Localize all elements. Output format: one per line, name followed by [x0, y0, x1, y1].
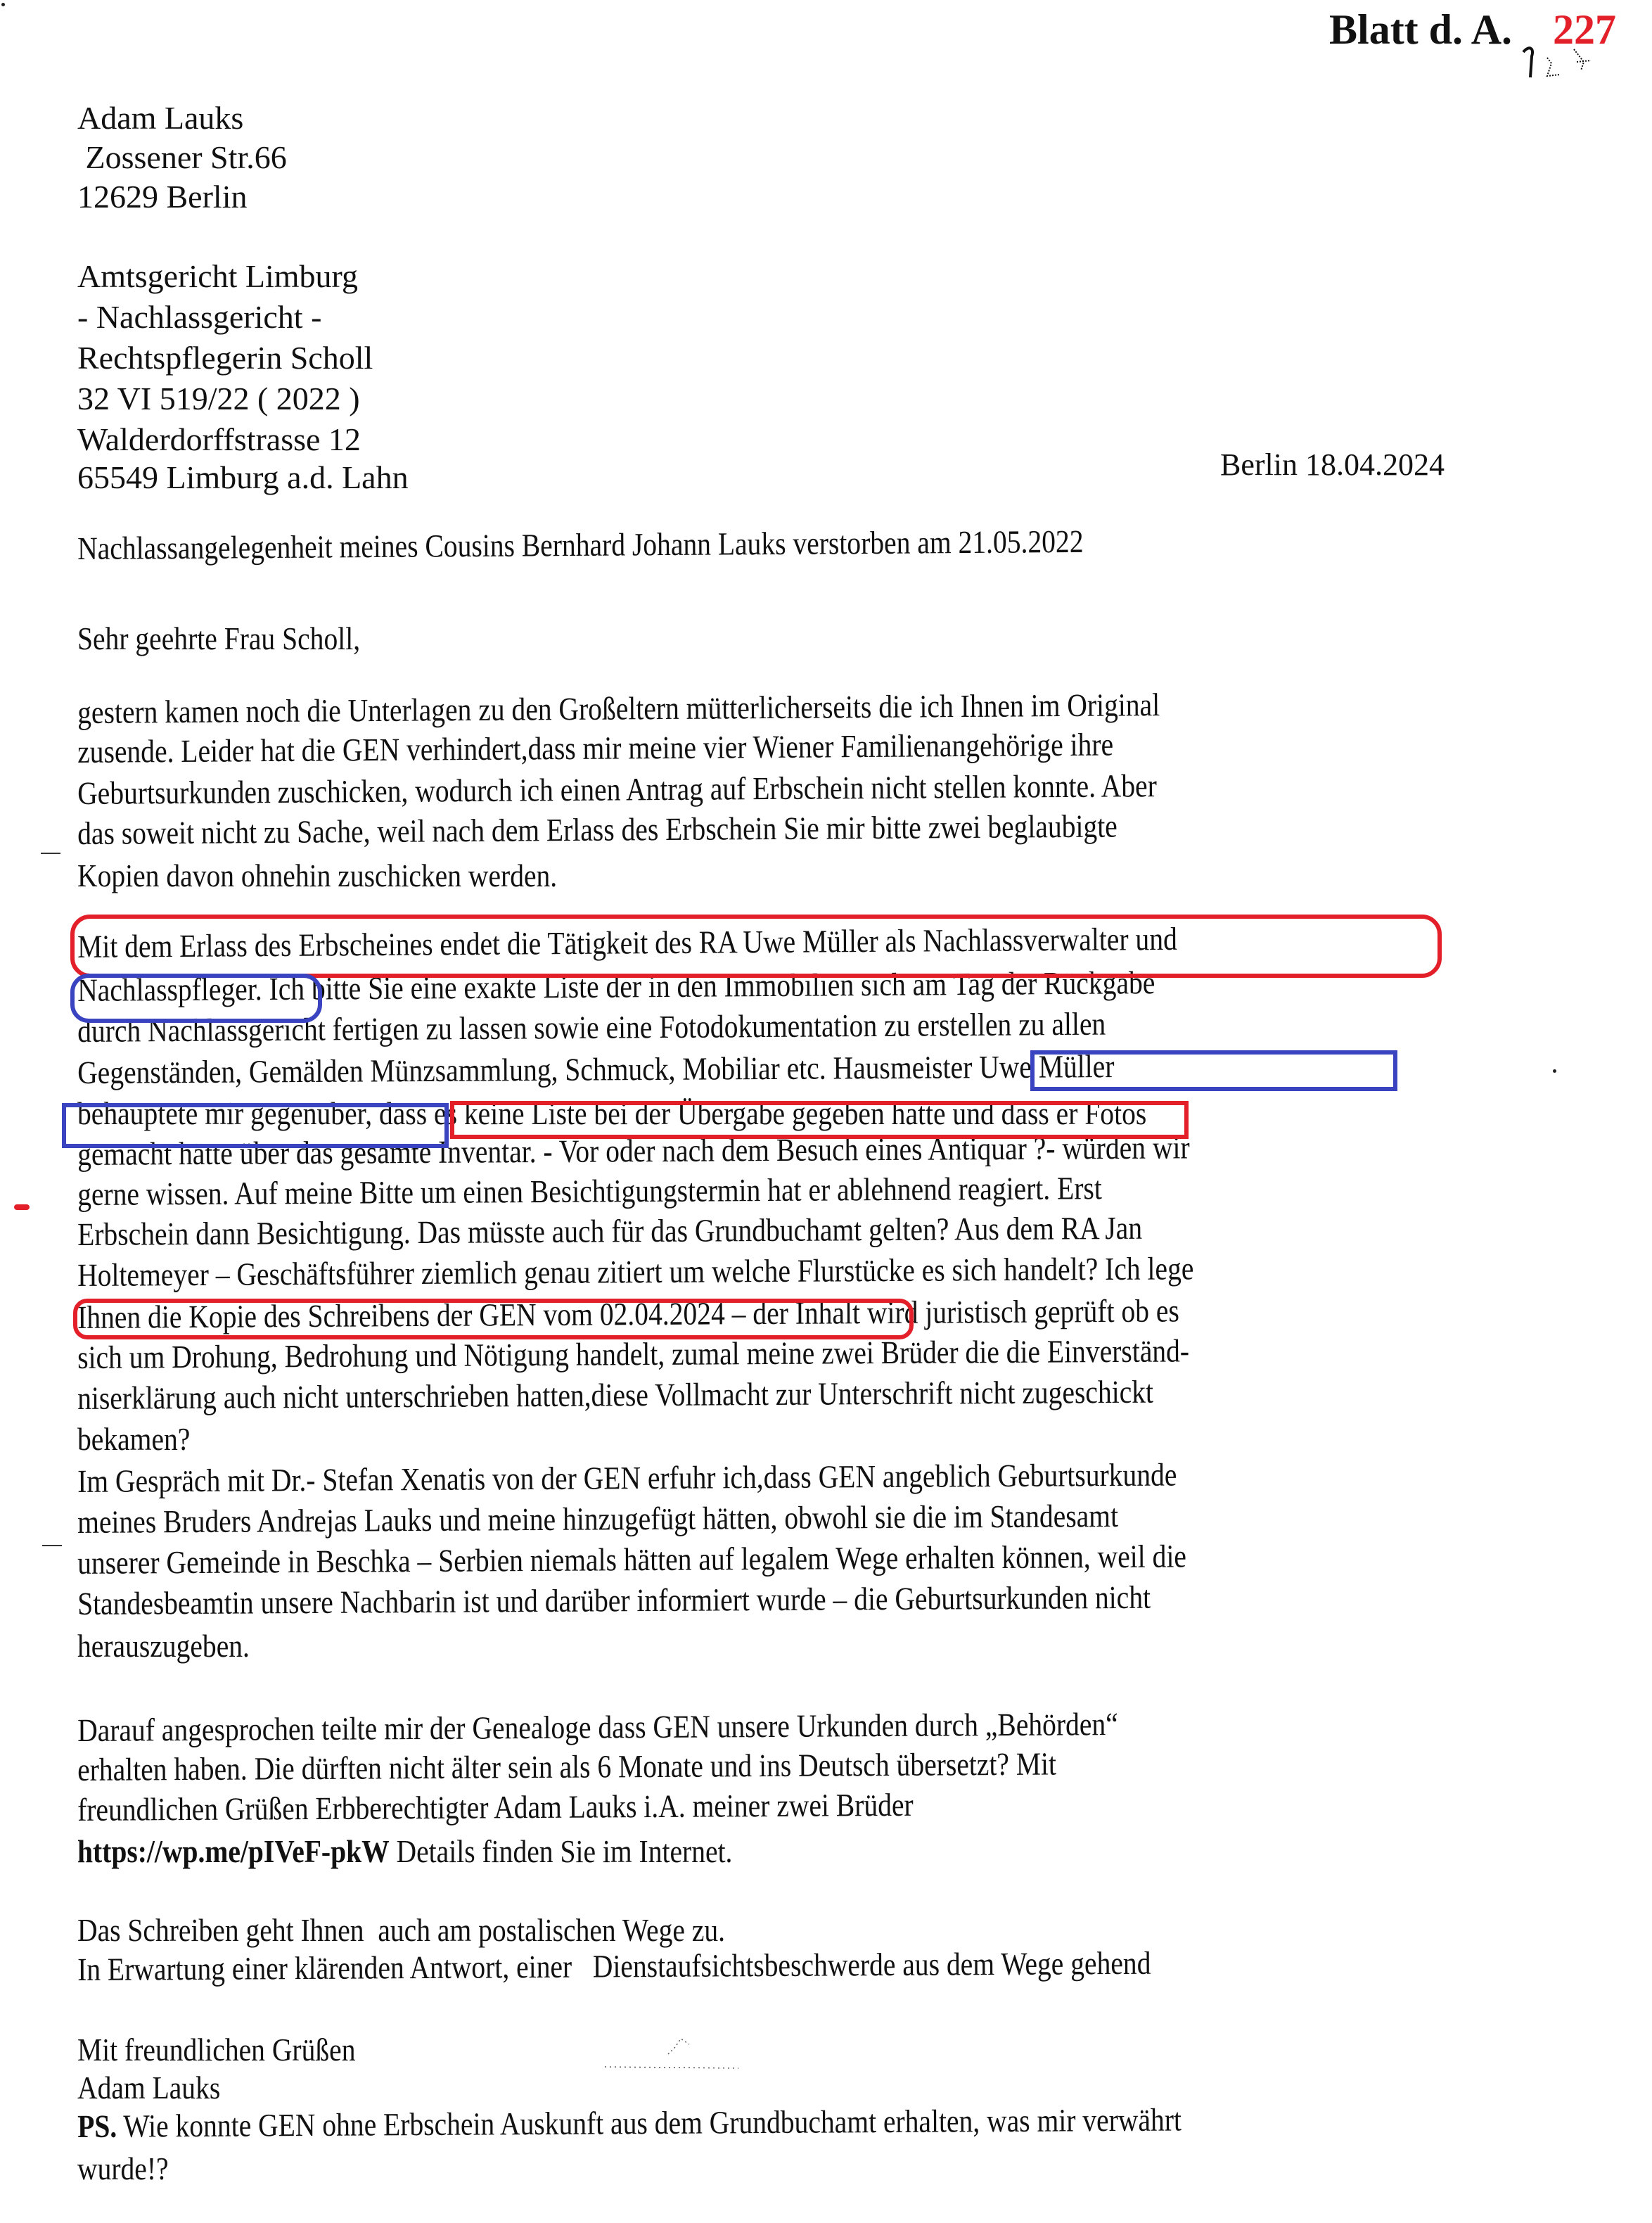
postscript-label: PS.	[77, 2108, 117, 2144]
letter-date: Berlin 18.04.2024	[1220, 447, 1445, 482]
faint-signature-icon	[598, 2026, 767, 2089]
sender-name: Adam Lauks	[77, 100, 244, 136]
paragraph-line: gestern kamen noch die Unterlagen zu den Großeltern mütterlicherseits die ich Ihnen im Original	[77, 687, 1160, 730]
red-annotation-box	[73, 1299, 914, 1339]
paragraph-line: Holtemeyer – Geschäftsführer ziemlich genau zitiert um welche Flurstücke es sich handelt? Ich lege	[77, 1250, 1194, 1293]
recipient-line: Amtsgericht Limburg	[77, 258, 359, 294]
sender-city: 12629 Berlin	[77, 179, 248, 215]
paragraph-text: und dass er Fotos	[945, 1095, 1147, 1131]
paragraph-line: das soweit nicht zu Sache, weil nach dem Erlass des Erbschein Sie mir bitte zwei beglaubigte	[77, 808, 1118, 851]
paragraph-line: erhalten haben. Die dürften nicht älter sein als 6 Monate und ins Deutsch übersetzt? Mit	[77, 1745, 1057, 1788]
paragraph-line: Mit dem Erlass des Erbscheines endet die Tätigkeit des RA Uwe Müller als Nachlassverwalter und	[77, 920, 1177, 964]
paragraph-line	[77, 1047, 1115, 1093]
subject-line: Nachlassangelegenheit meines Cousins Bernhard Johann Lauks verstorben am 21.05.2022	[77, 523, 1084, 566]
postscript-text: Wie konnte GEN ohne Erbschein Auskunft aus dem Grundbuchamt erhalten, was mir verwährt	[117, 2101, 1182, 2144]
paragraph-line: zusende. Leider hat die GEN verhindert,dass mir meine vier Wiener Familienangehörige ihre	[77, 726, 1114, 770]
blue-annotation-box	[1030, 1050, 1397, 1091]
paragraph-line: Darauf angesprochen teilte mir der Genealoge dass GEN unsere Urkunden durch „Behörden“	[77, 1705, 1118, 1748]
highlighted-phrase: behauptete mir gegenüber,	[77, 1095, 373, 1131]
handwritten-page-number-icon	[1519, 42, 1611, 98]
margin-tick	[42, 1545, 62, 1546]
margin-dot	[1553, 1069, 1556, 1073]
paragraph-line: Standesbeamtin unsere Nachbarin ist und darüber informiert wurde – die Geburtsurkunden nicht	[77, 1579, 1151, 1622]
postscript-line: wurde!?	[77, 2151, 169, 2186]
paragraph-text: Ich bitte Sie eine exakte Liste der in den Immobilien sich am Tag der Rückgabe	[262, 964, 1155, 1007]
paragraph-text: – der Inhalt wird juristisch geprüft ob es	[724, 1292, 1179, 1332]
closing-greeting: Mit freundlichen Grüßen	[77, 2032, 356, 2068]
stamp-page-number: 227	[1553, 6, 1617, 53]
paragraph-line: In Erwartung einer klärenden Antwort, einer Dienstaufsichtsbeschwerde aus dem Wege gehend	[77, 1944, 1151, 1987]
paragraph-line: meines Bruders Andrejas Lauks und meine hinzugefügt hätten, obwohl sie die im Standesamt	[77, 1497, 1119, 1540]
closing-name: Adam Lauks	[77, 2070, 221, 2106]
paragraph-line: Kopien davon ohnehin zuschicken werden.	[77, 858, 558, 893]
sender-street: Zossener Str.66	[77, 139, 287, 175]
paragraph-line: herauszugeben.	[77, 1628, 250, 1664]
paragraph-line: gemacht hätte über das gesamte Inventar. - Vor oder nach dem Besuch eines Antiquar ?- würden wir	[77, 1129, 1190, 1172]
paragraph-line: Geburtsurkunden zuschicken, wodurch ich einen Antrag auf Erbschein nicht stellen konnte. Aber	[77, 767, 1157, 811]
postscript-line	[77, 2100, 1182, 2146]
stamp-label: Blatt d. A.	[1329, 6, 1513, 53]
highlighted-phrase: dass es keine Liste bei der Übergabe gegeben hatte	[379, 1095, 946, 1131]
paragraph-line: unserer Gemeinde in Beschka – Serbien niemals hätten auf legalem Wege erhalten können, weil die	[77, 1538, 1187, 1581]
paragraph-line: sich um Drohung, Bedrohung und Nötigung handelt, zumal meine zwei Brüder die die Einverständ-	[77, 1332, 1190, 1375]
paragraph-line: bekamen?	[77, 1421, 191, 1457]
blue-annotation-box	[62, 1103, 449, 1148]
margin-dot	[1, 3, 5, 6]
highlighted-phrase: Hausmeister Uwe Müller	[833, 1048, 1115, 1086]
paragraph-line: freundlichen Grüßen Erbberechtigter Adam Lauks i.A. meiner zwei Brüder	[77, 1786, 914, 1828]
paragraph-text: Details finden Sie im Internet.	[389, 1833, 733, 1869]
salutation: Sehr geehrte Frau Scholl,	[77, 620, 361, 656]
recipient-line: 65549 Limburg a.d. Lahn	[77, 459, 409, 495]
red-annotation-box	[70, 915, 1442, 978]
highlighted-phrase: Nachlasspfleger.	[77, 971, 262, 1008]
paragraph-line: gerne wissen. Auf meine Bitte um einen Besichtigungstermin hat er ablehnend reagiert. Erst	[77, 1170, 1102, 1212]
recipient-line: 32 VI 519/22 ( 2022 )	[77, 381, 360, 416]
blue-annotation-box	[70, 974, 322, 1023]
paragraph-line	[77, 1832, 732, 1871]
paragraph-line: durch Nachlassgericht fertigen zu lassen sowie eine Fotodokumentation zu erstellen zu allen	[77, 1005, 1106, 1049]
paragraph-line: niserklärung auch nicht unterschrieben hatten,diese Vollmacht zur Unterschrift nicht zugeschickt	[77, 1373, 1154, 1416]
paragraph-text: Gegenständen, Gemälden Münzsammlung, Schmuck, Mobiliar etc.	[77, 1050, 833, 1090]
paragraph-line: Im Gespräch mit Dr.- Stefan Xenatis von der GEN erfuhr ich,dass GEN angeblich Geburtsurkunde	[77, 1456, 1177, 1499]
paragraph-line: Das Schreiben geht Ihnen auch am postalischen Wege zu.	[77, 1912, 726, 1948]
margin-red-mark	[14, 1204, 30, 1210]
recipient-line: Rechtspflegerin Scholl	[77, 340, 373, 376]
highlighted-phrase: Ihnen die Kopie des Schreibens der GEN vom 02.04.2024	[77, 1295, 725, 1335]
blog-link[interactable]: https://wp.me/pIVeF-pkW	[77, 1833, 390, 1869]
recipient-line: Walderdorffstrasse 12	[77, 421, 361, 457]
red-annotation-box	[450, 1101, 1189, 1139]
recipient-line: - Nachlassgericht -	[77, 299, 322, 335]
paragraph-line: Erbschein dann Besichtigung. Das müsste auch für das Grundbuchamt gelten? Aus dem RA Jan	[77, 1209, 1143, 1252]
margin-tick	[41, 853, 60, 854]
